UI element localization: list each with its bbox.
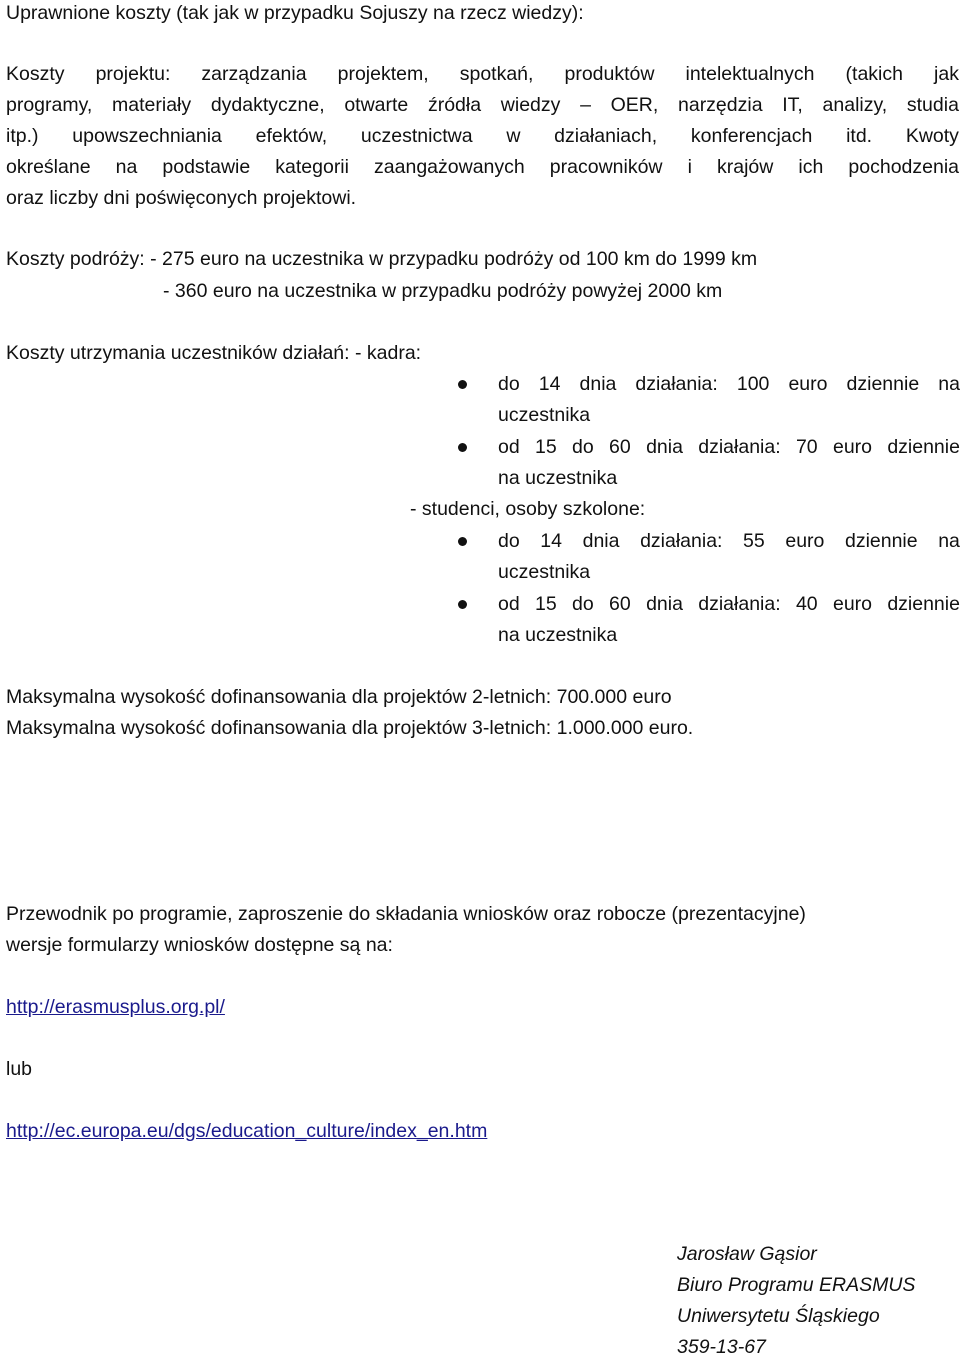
word: na	[115, 156, 138, 178]
word: itd.	[846, 125, 873, 147]
word: 60	[609, 593, 631, 615]
word: otwarte	[344, 94, 409, 116]
word: IT,	[782, 94, 803, 116]
word: jak	[934, 63, 959, 85]
word: 55	[743, 530, 765, 552]
project-costs-line-5: oraz liczby dni poświęconych projektowi.	[6, 187, 357, 209]
word: na	[938, 530, 960, 552]
words-row	[498, 529, 960, 553]
travel-costs-line-2: - 360 euro na uczestnika w przypadku podróży powyżej 2000 km	[163, 280, 723, 302]
word: Koszty	[6, 63, 65, 85]
word: pracowników	[549, 156, 663, 178]
word: działania:	[640, 530, 723, 552]
link-1-container	[6, 995, 225, 1019]
word: euro	[832, 593, 872, 615]
word: do	[572, 436, 594, 458]
bullet-continuation: na uczestnika	[498, 624, 618, 646]
bullet-icon	[458, 380, 467, 389]
erasmusplus-link[interactable]: http://erasmusplus.org.pl/	[6, 996, 225, 1018]
project-costs-line-1	[6, 62, 959, 86]
word: 40	[795, 593, 818, 615]
word: zaangażowanych	[374, 156, 525, 178]
word: dziennie	[844, 530, 918, 552]
word: działaniach,	[554, 125, 658, 147]
words-row	[6, 155, 959, 179]
word: dnia	[646, 436, 683, 458]
word: programy,	[6, 94, 93, 116]
words-row	[498, 592, 960, 616]
word: euro	[788, 373, 828, 395]
word: projektu:	[95, 63, 171, 85]
word: do	[572, 593, 594, 615]
word: uczestnictwa	[360, 125, 473, 147]
word: materiały	[112, 94, 192, 116]
bullet-icon	[458, 537, 467, 546]
word: działania:	[635, 373, 718, 395]
word: wiedzy	[500, 94, 561, 116]
bullet-continuation: uczestnika	[498, 404, 591, 426]
word: dnia	[646, 593, 683, 615]
word: –	[580, 94, 591, 116]
section-heading: Uprawnione koszty (tak jak w przypadku Sojuszy na rzecz wiedzy):	[6, 2, 584, 24]
bullet-continuation: uczestnika	[498, 561, 591, 583]
bullet-continuation: na uczestnika	[498, 467, 618, 489]
word: efektów,	[255, 125, 328, 147]
word: 100	[736, 373, 770, 395]
word: krajów	[716, 156, 774, 178]
word: euro	[785, 530, 825, 552]
signature-phone: 359-13-67	[677, 1336, 766, 1358]
word: dziennie	[887, 593, 960, 615]
max-funding-3-year: Maksymalna wysokość dofinansowania dla projektów 3-letnich: 1.000.000 euro.	[6, 717, 694, 739]
word: 14	[538, 373, 561, 395]
words-row	[6, 93, 959, 117]
project-costs-line-4	[6, 155, 959, 179]
bullet-icon	[458, 600, 467, 609]
words-row	[498, 435, 960, 459]
word: do	[498, 373, 520, 395]
guide-line-1: Przewodnik po programie, zaproszenie do składania wniosków oraz robocze (prezentacyjne)	[6, 903, 806, 925]
word: dnia	[582, 530, 620, 552]
word: konferencjach	[690, 125, 813, 147]
word: w	[506, 125, 521, 147]
word: euro	[832, 436, 872, 458]
students-label: - studenci, osoby szkolone:	[410, 498, 646, 520]
word: działania:	[698, 593, 781, 615]
word: od	[498, 593, 520, 615]
word: (takich	[845, 63, 903, 85]
word: itp.)	[6, 125, 39, 147]
word: produktów	[564, 63, 655, 85]
word: 15	[535, 593, 557, 615]
word: 70	[795, 436, 818, 458]
word: kategorii	[275, 156, 349, 178]
bullet-icon	[458, 443, 467, 452]
word: i	[687, 156, 692, 178]
word: na	[938, 373, 960, 395]
signature-name: Jarosław Gąsior	[677, 1243, 817, 1265]
word: projektem,	[337, 63, 429, 85]
word: 14	[540, 530, 562, 552]
travel-costs-line-1: Koszty podróży: - 275 euro na uczestnika w przypadku podróży od 100 km do 1999 km	[6, 248, 758, 270]
word: OER,	[610, 94, 659, 116]
word: dydaktyczne,	[210, 94, 325, 116]
word: od	[498, 436, 520, 458]
guide-line-2: wersje formularzy wniosków dostępne są na:	[6, 934, 393, 956]
word: 60	[609, 436, 631, 458]
word: dziennie	[887, 436, 960, 458]
words-row	[6, 124, 959, 148]
word: analizy,	[822, 94, 888, 116]
word: upowszechniania	[72, 125, 222, 147]
word: określane	[6, 156, 91, 178]
word: studia	[906, 94, 959, 116]
subsistence-label: Koszty utrzymania uczestników działań: - kadra:	[6, 342, 422, 364]
word: intelektualnych	[685, 63, 815, 85]
word: zarządzania	[201, 63, 307, 85]
link-2-container	[6, 1119, 487, 1143]
project-costs-line-2	[6, 93, 959, 117]
signature-univ: Uniwersytetu Śląskiego	[677, 1305, 880, 1327]
or-text: lub	[6, 1058, 33, 1080]
word: Kwoty	[905, 125, 959, 147]
europa-link[interactable]: http://ec.europa.eu/dgs/education_culture/index_en.htm	[6, 1120, 488, 1142]
word: narzędzia	[678, 94, 763, 116]
word: podstawie	[162, 156, 251, 178]
words-row	[6, 62, 959, 86]
signature-org: Biuro Programu ERASMUS	[677, 1274, 916, 1296]
word: dnia	[579, 373, 617, 395]
words-row	[498, 372, 960, 396]
word: ich	[798, 156, 824, 178]
project-costs-line-3	[6, 124, 959, 148]
word: działania:	[698, 436, 781, 458]
word: pochodzenia	[848, 156, 959, 178]
word: dziennie	[846, 373, 920, 395]
word: źródła	[427, 94, 482, 116]
word: do	[498, 530, 520, 552]
word: spotkań,	[459, 63, 534, 85]
max-funding-2-year: Maksymalna wysokość dofinansowania dla projektów 2-letnich: 700.000 euro	[6, 686, 672, 708]
word: 15	[535, 436, 557, 458]
